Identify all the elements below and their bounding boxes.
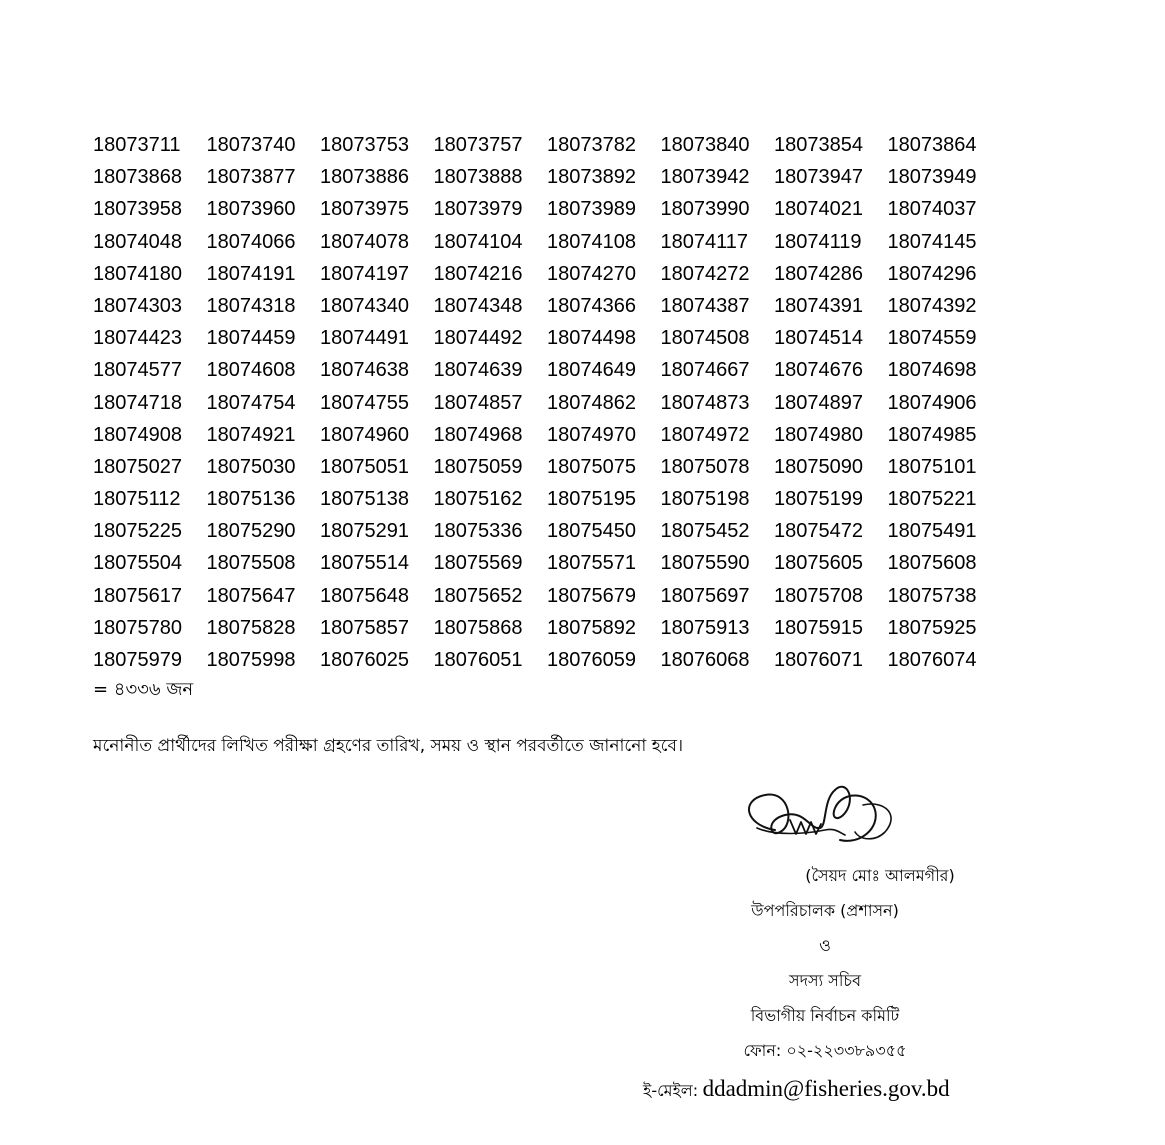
roll-number-cell: 18074048 bbox=[93, 230, 182, 253]
roll-number-cell: 18074270 bbox=[547, 262, 636, 285]
roll-number-cell: 18073892 bbox=[547, 166, 636, 189]
roll-number-cell: 18074272 bbox=[660, 262, 750, 285]
roll-number-cell: 18073854 bbox=[774, 134, 863, 156]
roll-number-cell: 18074754 bbox=[206, 391, 296, 414]
roll-number-cell: 18075738 bbox=[887, 584, 977, 607]
roll-number-cell: 18073864 bbox=[887, 134, 977, 156]
roll-number-cell: 18075101 bbox=[887, 455, 977, 478]
roll-number-cell: 18075452 bbox=[660, 520, 750, 543]
roll-number-cell: 18073958 bbox=[93, 198, 182, 221]
roll-number-cell: 18074348 bbox=[433, 294, 523, 317]
roll-number-cell: 18074066 bbox=[206, 230, 296, 253]
roll-number-cell: 18073975 bbox=[320, 198, 409, 221]
roll-number-cell: 18075138 bbox=[320, 488, 409, 511]
exam-notice: মনোনীত প্রার্থীদের লিখিত পরীক্ষা গ্রহণের তারিখ, সময় ও স্থান পরবর্তীতে জানানো হবে। bbox=[93, 736, 684, 756]
roll-number-cell: 18074897 bbox=[774, 391, 863, 414]
roll-number-cell: 18075998 bbox=[206, 649, 296, 671]
roll-number-cell: 18075571 bbox=[547, 552, 636, 575]
roll-number-cell: 18075608 bbox=[887, 552, 977, 575]
roll-number-cell: 18074021 bbox=[774, 198, 863, 221]
roll-number-cell: 18073979 bbox=[433, 198, 523, 221]
email-address[interactable]: ddadmin@fisheries.gov.bd bbox=[702, 1076, 950, 1101]
roll-number-cell: 18075504 bbox=[93, 552, 182, 575]
roll-number-cell: 18074197 bbox=[320, 262, 409, 285]
roll-number-cell: 18074340 bbox=[320, 294, 409, 317]
roll-number-cell: 18074191 bbox=[206, 262, 296, 285]
roll-number-cell: 18075291 bbox=[320, 520, 409, 543]
roll-number-cell: 18074078 bbox=[320, 230, 409, 253]
roll-number-cell: 18074639 bbox=[433, 359, 523, 382]
roll-number-cell: 18073888 bbox=[433, 166, 523, 189]
roll-number-cell: 18074638 bbox=[320, 359, 409, 382]
roll-number-cell: 18073960 bbox=[206, 198, 296, 221]
roll-number-cell: 18075198 bbox=[660, 488, 750, 511]
roll-number-cell: 18074296 bbox=[887, 262, 977, 285]
roll-number-cell: 18075697 bbox=[660, 584, 750, 607]
roll-number-cell: 18076074 bbox=[887, 649, 977, 671]
roll-number-cell: 18074755 bbox=[320, 391, 409, 414]
roll-number-cell: 18074318 bbox=[206, 294, 296, 317]
roll-number-cell: 18075450 bbox=[547, 520, 636, 543]
roll-number-cell: 18075195 bbox=[547, 488, 636, 511]
roll-number-cell: 18075652 bbox=[433, 584, 523, 607]
roll-number-cell: 18075925 bbox=[887, 616, 977, 639]
roll-number-cell: 18075569 bbox=[433, 552, 523, 575]
roll-number-cell: 18075915 bbox=[774, 616, 863, 639]
roll-number-cell: 18076068 bbox=[660, 649, 750, 671]
roll-number-cell: 18075336 bbox=[433, 520, 523, 543]
roll-number-cell: 18074514 bbox=[774, 327, 863, 350]
roll-number-cell: 18073990 bbox=[660, 198, 750, 221]
roll-number-cell: 18074908 bbox=[93, 423, 182, 446]
roll-number-cell: 18075617 bbox=[93, 584, 182, 607]
roll-number-cell: 18075828 bbox=[206, 616, 296, 639]
roll-number-cell: 18075491 bbox=[887, 520, 977, 543]
roll-number-cell: 18074559 bbox=[887, 327, 977, 350]
roll-number-cell: 18074718 bbox=[93, 391, 182, 414]
roll-number-cell: 18074968 bbox=[433, 423, 523, 446]
roll-number-cell: 18073947 bbox=[774, 166, 863, 189]
roll-number-cell: 18074985 bbox=[887, 423, 977, 446]
roll-number-cell: 18075648 bbox=[320, 584, 409, 607]
roll-number-cell: 18074676 bbox=[774, 359, 863, 382]
roll-number-cell: 18074366 bbox=[547, 294, 636, 317]
roll-number-cell: 18074577 bbox=[93, 359, 182, 382]
roll-number-cell: 18074392 bbox=[887, 294, 977, 317]
roll-number-cell: 18075590 bbox=[660, 552, 750, 575]
signatory-committee: বিভাগীয় নির্বাচন কমিটি bbox=[750, 1006, 900, 1025]
roll-number-cell: 18074873 bbox=[660, 391, 750, 414]
roll-number-cell: 18075225 bbox=[93, 520, 182, 543]
roll-number-cell: 18075112 bbox=[93, 488, 181, 511]
signatory-phone: ফোন: ০২-২২৩৩৮৯৩৫৫ bbox=[743, 1041, 907, 1060]
roll-number-cell: 18074857 bbox=[433, 391, 523, 414]
roll-number-cell: 18073868 bbox=[93, 166, 182, 189]
roll-number-cell: 18075605 bbox=[774, 552, 863, 575]
roll-number-cell: 18075979 bbox=[93, 649, 182, 671]
roll-number-cell: 18075030 bbox=[206, 455, 296, 478]
roll-number-cell: 18073942 bbox=[660, 166, 750, 189]
roll-number-cell: 18073989 bbox=[547, 198, 636, 221]
roll-number-cell: 18073840 bbox=[660, 134, 750, 156]
roll-number-cell: 18074104 bbox=[433, 230, 523, 253]
email-label: ই-মেইল: bbox=[643, 1081, 699, 1100]
roll-number-cell: 18074491 bbox=[320, 327, 409, 350]
roll-number-cell: 18074492 bbox=[433, 327, 523, 350]
roll-number-cell: 18075708 bbox=[774, 584, 863, 607]
roll-number-cell: 18074970 bbox=[547, 423, 636, 446]
roll-number-cell: 18074980 bbox=[774, 423, 863, 446]
total-count: = ৪৩৩৬ জন bbox=[93, 679, 194, 700]
roll-number-cell: 18074108 bbox=[547, 230, 636, 253]
roll-number-cell: 18074459 bbox=[206, 327, 296, 350]
roll-number-cell: 18074921 bbox=[206, 423, 296, 446]
roll-number-cell: 18074698 bbox=[887, 359, 977, 382]
roll-number-cell: 18075514 bbox=[320, 552, 409, 575]
roll-number-cell: 18074667 bbox=[660, 359, 750, 382]
roll-number-cell: 18075027 bbox=[93, 455, 182, 478]
roll-number-cell: 18074119 bbox=[774, 230, 862, 253]
roll-number-cell: 18075913 bbox=[660, 616, 750, 639]
roll-number-cell: 18075290 bbox=[206, 520, 296, 543]
roll-number-cell: 18074423 bbox=[93, 327, 182, 350]
roll-number-cell: 18073757 bbox=[433, 134, 523, 156]
roll-number-cell: 18075221 bbox=[887, 488, 977, 511]
roll-number-cell: 18075078 bbox=[660, 455, 750, 478]
roll-number-cell: 18074906 bbox=[887, 391, 977, 414]
roll-number-cell: 18074145 bbox=[887, 230, 977, 253]
roll-number-cell: 18074117 bbox=[660, 230, 748, 253]
signatory-name: (সৈয়দ মোঃ আলমগীর) bbox=[805, 866, 955, 885]
roll-number-cell: 18074649 bbox=[547, 359, 636, 382]
roll-number-cell: 18073877 bbox=[206, 166, 296, 189]
roll-number-cell: 18074180 bbox=[93, 262, 182, 285]
roll-number-table bbox=[93, 129, 1001, 676]
roll-number-cell: 18075090 bbox=[774, 455, 863, 478]
roll-number-cell: 18075857 bbox=[320, 616, 409, 639]
roll-number-cell: 18076071 bbox=[774, 649, 863, 671]
roll-number-cell: 18075472 bbox=[774, 520, 863, 543]
roll-number-cell: 18075780 bbox=[93, 616, 182, 639]
roll-number-cell: 18075892 bbox=[547, 616, 636, 639]
roll-number-cell: 18073949 bbox=[887, 166, 977, 189]
roll-number-cell: 18075136 bbox=[206, 488, 296, 511]
roll-number-cell: 18074862 bbox=[547, 391, 636, 414]
roll-number-cell: 18075679 bbox=[547, 584, 636, 607]
roll-number-cell: 18075647 bbox=[206, 584, 296, 607]
roll-number-cell: 18074498 bbox=[547, 327, 636, 350]
roll-number-cell: 18076051 bbox=[433, 649, 523, 671]
roll-number-cell: 18074037 bbox=[887, 198, 977, 221]
roll-number-cell: 18075059 bbox=[433, 455, 523, 478]
roll-number-cell: 18074608 bbox=[206, 359, 296, 382]
signatory-designation: উপপরিচালক (প্রশাসন) bbox=[751, 901, 899, 920]
signatory-role: সদস্য সচিব bbox=[789, 971, 861, 990]
roll-number-cell: 18074286 bbox=[774, 262, 863, 285]
roll-number-cell: 18073711 bbox=[93, 134, 181, 156]
roll-number-cell: 18073886 bbox=[320, 166, 409, 189]
roll-number-cell: 18074391 bbox=[774, 294, 863, 317]
roll-number-cell: 18075075 bbox=[547, 455, 636, 478]
signatory-block bbox=[640, 858, 1010, 1068]
roll-number-cell: 18074972 bbox=[660, 423, 750, 446]
roll-number-cell: 18075868 bbox=[433, 616, 523, 639]
roll-number-cell: 18074960 bbox=[320, 423, 409, 446]
signatory-conjunction: ও bbox=[819, 936, 831, 955]
roll-number-cell: 18074508 bbox=[660, 327, 750, 350]
roll-number-cell: 18073753 bbox=[320, 134, 409, 156]
roll-number-cell: 18073782 bbox=[547, 134, 636, 156]
handwritten-signature bbox=[735, 770, 905, 860]
roll-number-cell: 18076025 bbox=[320, 649, 409, 671]
roll-number-cell: 18073740 bbox=[206, 134, 296, 156]
roll-number-cell: 18074387 bbox=[660, 294, 750, 317]
roll-number-cell: 18074216 bbox=[433, 262, 523, 285]
roll-number-cell: 18075051 bbox=[320, 455, 409, 478]
roll-number-cell: 18075162 bbox=[433, 488, 523, 511]
signatory-email bbox=[643, 1072, 950, 1109]
roll-number-cell: 18075199 bbox=[774, 488, 863, 511]
roll-number-cell: 18075508 bbox=[206, 552, 296, 575]
roll-number-cell: 18074303 bbox=[93, 294, 182, 317]
roll-number-cell: 18076059 bbox=[547, 649, 636, 671]
